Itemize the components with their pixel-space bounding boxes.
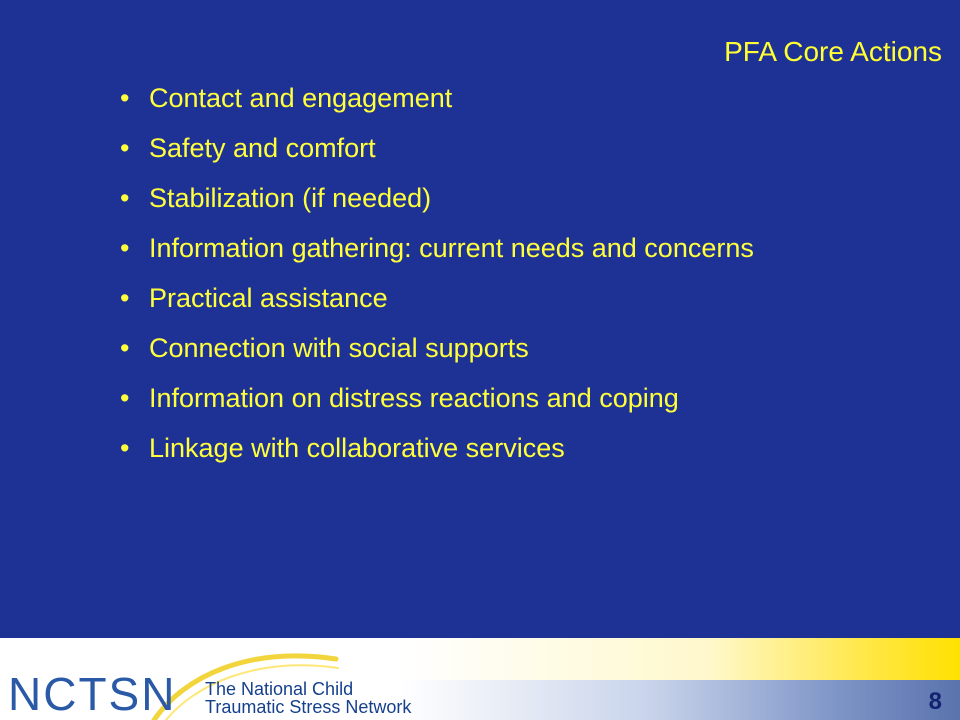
organization-line-2: Traumatic Stress Network [205, 697, 412, 717]
bullet-item [120, 382, 840, 414]
bullet-text: Safety and comfort [149, 133, 376, 163]
slide-title: PFA Core Actions [724, 36, 942, 67]
page-number: 8 [928, 688, 942, 715]
bullet-list [120, 82, 840, 482]
bullet-item [120, 132, 840, 164]
logo-wordmark: NCTSN [8, 668, 177, 720]
footer-blue-band [400, 680, 960, 720]
organization-name [205, 680, 411, 716]
bullet-text: Information on distress reactions and coping [149, 383, 679, 413]
bullet-marker: • [120, 83, 130, 113]
bullet-text: Connection with social supports [149, 333, 529, 363]
bullet-marker: • [120, 283, 130, 313]
bullet-text: Contact and engagement [149, 83, 453, 113]
bullet-marker: • [120, 183, 130, 213]
bullet-text: Information gathering: current needs and concerns [149, 233, 754, 263]
bullet-item [120, 82, 840, 114]
bullet-item [120, 282, 840, 314]
bullet-marker: • [120, 233, 130, 263]
bullet-text: Linkage with collaborative services [149, 433, 565, 463]
bullet-marker: • [120, 383, 130, 413]
bullet-marker: • [120, 333, 130, 363]
bullet-marker: • [120, 133, 130, 163]
bullet-item [120, 232, 840, 264]
bullet-text: Stabilization (if needed) [149, 183, 432, 213]
organization-line-1: The National Child [205, 679, 354, 699]
footer-gradient-band [400, 638, 960, 680]
bullet-text: Practical assistance [149, 283, 388, 313]
bullet-marker: • [120, 433, 130, 463]
bullet-item [120, 182, 840, 214]
bullet-item [120, 432, 840, 464]
nctsn-logo [0, 638, 412, 720]
bullet-item [120, 332, 840, 364]
slide-footer [0, 638, 960, 720]
